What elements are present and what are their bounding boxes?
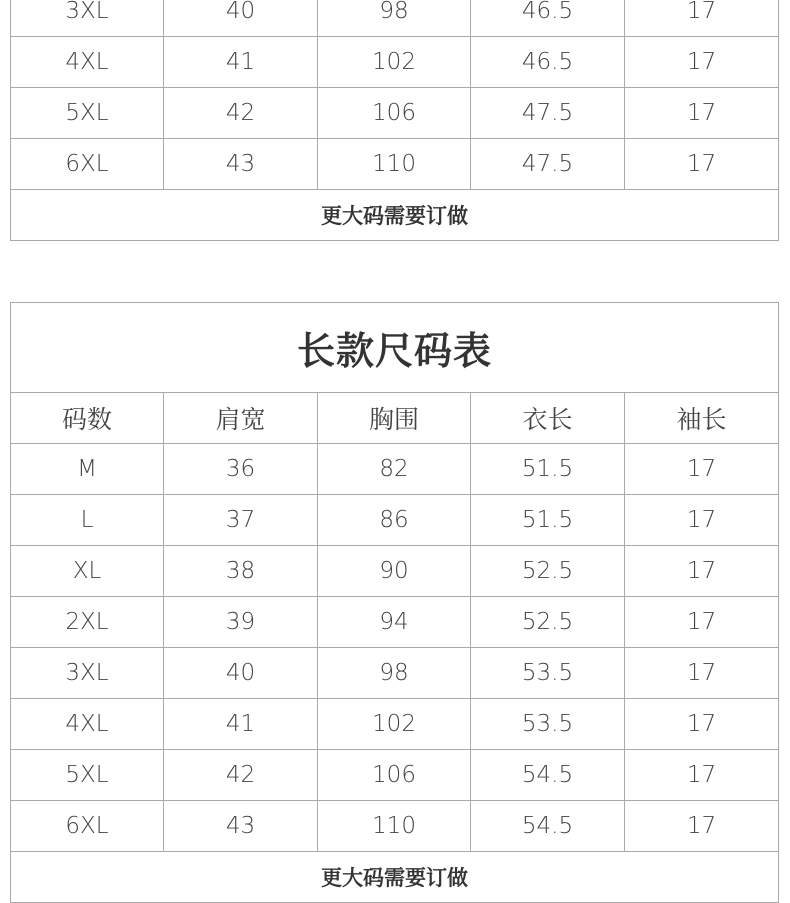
size-table-long-body: [11, 303, 779, 903]
table-row: [11, 648, 779, 699]
length-cell: 51.5: [471, 495, 625, 546]
table-row: [11, 0, 779, 37]
sleeve-cell: 17: [625, 37, 779, 88]
length-cell: 53.5: [471, 699, 625, 750]
shoulder-cell: 43: [164, 139, 318, 190]
shoulder-cell: 37: [164, 495, 318, 546]
length-cell: 46.5: [471, 37, 625, 88]
table-row: [11, 37, 779, 88]
length-cell: 51.5: [471, 444, 625, 495]
shoulder-cell: 39: [164, 597, 318, 648]
chest-cell: 82: [318, 444, 471, 495]
table-row: [11, 801, 779, 852]
table-row: [11, 597, 779, 648]
shoulder-cell: 40: [164, 648, 318, 699]
shoulder-cell: 42: [164, 88, 318, 139]
chest-cell: 90: [318, 546, 471, 597]
header-sleeve: 袖长: [625, 393, 779, 444]
table-row: [11, 139, 779, 190]
size-cell: 6XL: [11, 801, 164, 852]
header-length: 衣长: [471, 393, 625, 444]
sleeve-cell: 17: [625, 546, 779, 597]
sleeve-cell: 17: [625, 801, 779, 852]
shoulder-cell: 41: [164, 699, 318, 750]
size-cell: 3XL: [11, 0, 164, 37]
sleeve-cell: 17: [625, 495, 779, 546]
length-cell: 46.5: [471, 0, 625, 37]
size-cell: 5XL: [11, 750, 164, 801]
table-title-row: [11, 303, 779, 393]
chest-cell: 110: [318, 801, 471, 852]
chest-cell: 102: [318, 37, 471, 88]
sleeve-cell: 17: [625, 648, 779, 699]
length-cell: 47.5: [471, 88, 625, 139]
length-cell: 53.5: [471, 648, 625, 699]
chest-cell: 102: [318, 699, 471, 750]
size-cell: 2XL: [11, 597, 164, 648]
shoulder-cell: 41: [164, 37, 318, 88]
size-cell: 4XL: [11, 699, 164, 750]
chest-cell: 106: [318, 88, 471, 139]
size-cell: L: [11, 495, 164, 546]
shoulder-cell: 43: [164, 801, 318, 852]
table-title: 长款尺码表: [11, 303, 779, 393]
table-row: [11, 495, 779, 546]
table-row: [11, 546, 779, 597]
custom-order-note: 更大码需要订做: [11, 190, 779, 241]
table-header-row: [11, 393, 779, 444]
sleeve-cell: 17: [625, 88, 779, 139]
sleeve-cell: 17: [625, 444, 779, 495]
header-size: 码数: [11, 393, 164, 444]
table-row: [11, 444, 779, 495]
table-row: [11, 699, 779, 750]
sleeve-cell: 17: [625, 750, 779, 801]
chest-cell: 110: [318, 139, 471, 190]
length-cell: 47.5: [471, 139, 625, 190]
sleeve-cell: 17: [625, 139, 779, 190]
chest-cell: 106: [318, 750, 471, 801]
shoulder-cell: 38: [164, 546, 318, 597]
header-shoulder: 肩宽: [164, 393, 318, 444]
sleeve-cell: 17: [625, 0, 779, 37]
length-cell: 54.5: [471, 750, 625, 801]
custom-order-note: 更大码需要订做: [11, 852, 779, 903]
size-cell: 5XL: [11, 88, 164, 139]
sleeve-cell: 17: [625, 597, 779, 648]
size-cell: 4XL: [11, 37, 164, 88]
shoulder-cell: 42: [164, 750, 318, 801]
chest-cell: 94: [318, 597, 471, 648]
size-cell: 3XL: [11, 648, 164, 699]
sleeve-cell: 17: [625, 699, 779, 750]
shoulder-cell: 40: [164, 0, 318, 37]
length-cell: 54.5: [471, 801, 625, 852]
table-row: [11, 750, 779, 801]
size-table-short: [10, 0, 779, 241]
table-row: [11, 88, 779, 139]
note-row: [11, 190, 779, 241]
chest-cell: 86: [318, 495, 471, 546]
length-cell: 52.5: [471, 546, 625, 597]
note-row: [11, 852, 779, 903]
header-chest: 胸围: [318, 393, 471, 444]
chest-cell: 98: [318, 648, 471, 699]
size-table-long: [10, 302, 779, 903]
length-cell: 52.5: [471, 597, 625, 648]
size-table-short-body: [11, 0, 779, 241]
chest-cell: 98: [318, 0, 471, 37]
size-cell: XL: [11, 546, 164, 597]
size-cell: 6XL: [11, 139, 164, 190]
size-cell: M: [11, 444, 164, 495]
shoulder-cell: 36: [164, 444, 318, 495]
